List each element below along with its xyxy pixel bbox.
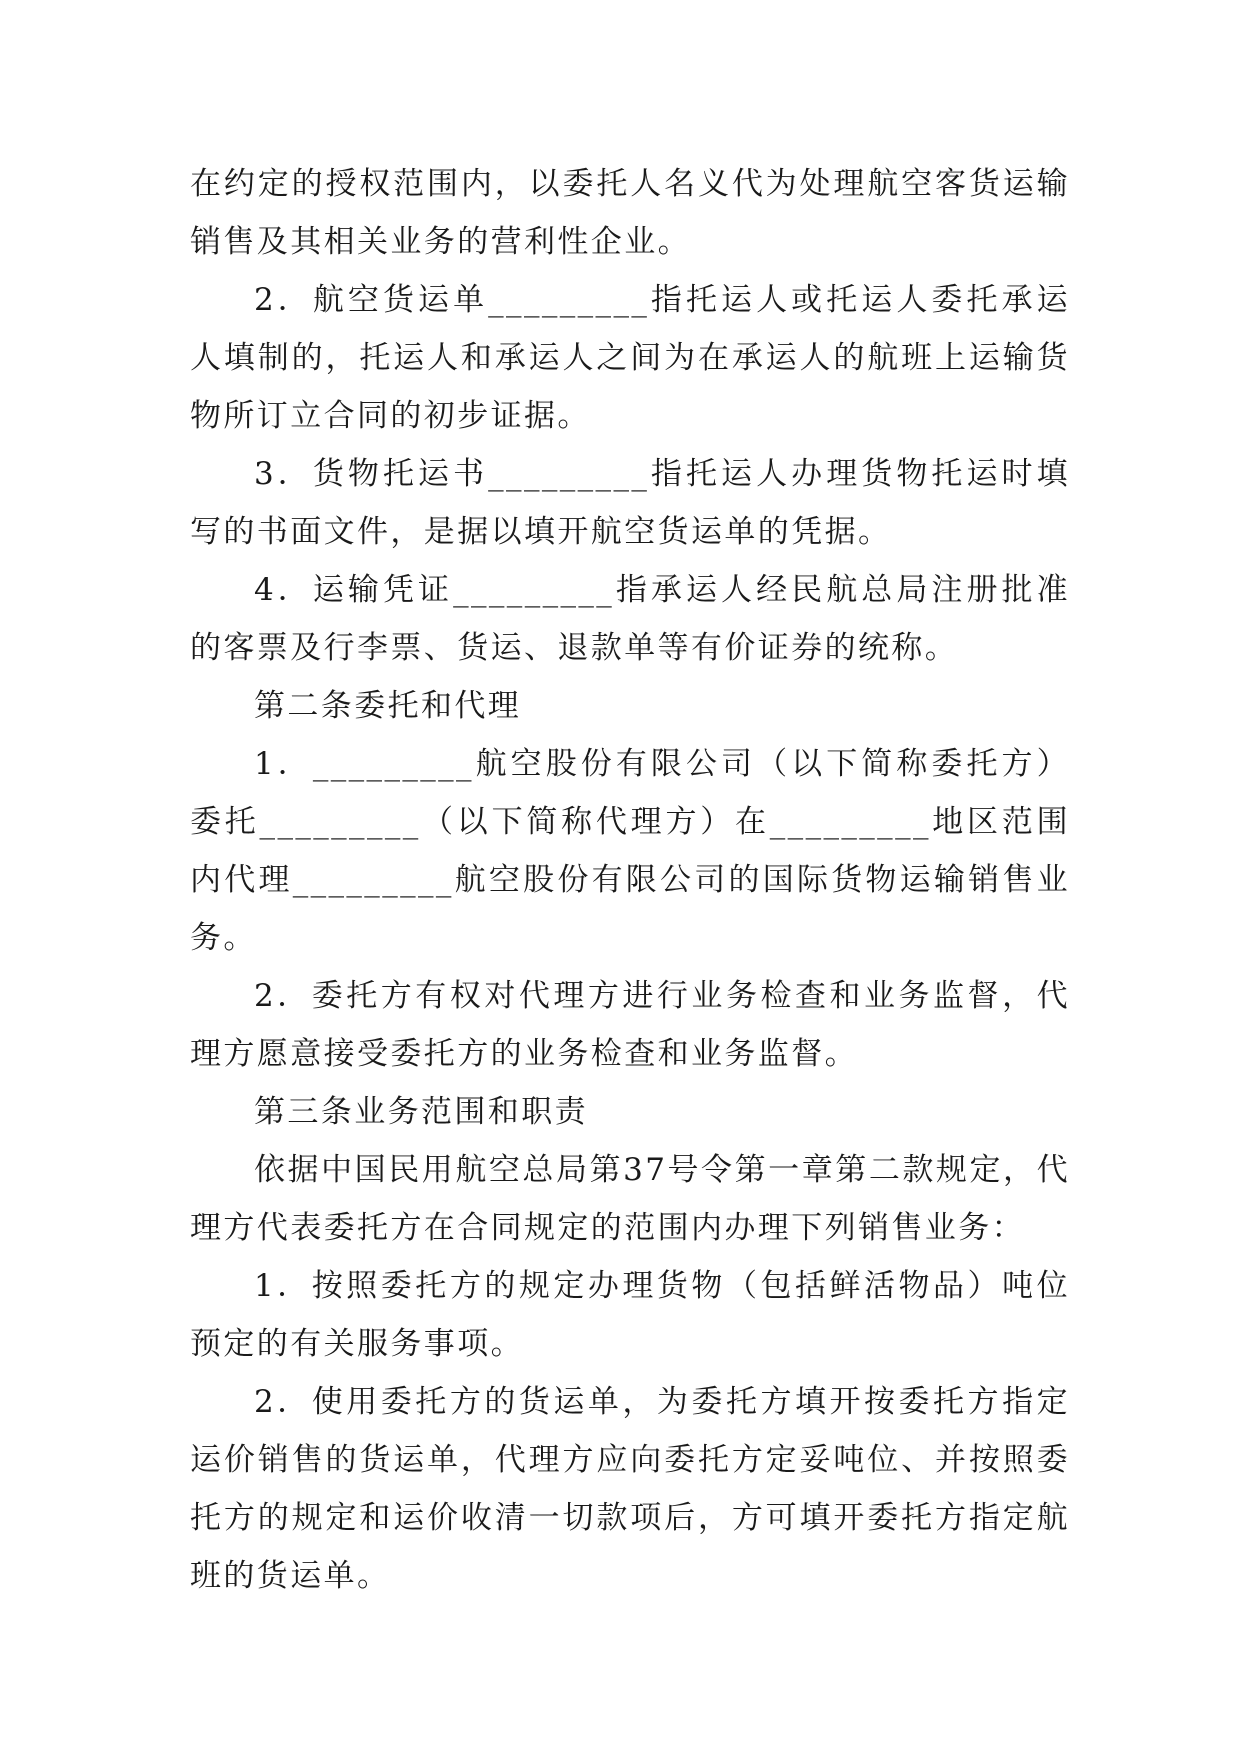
paragraph-3: 3．货物托运书_________指托运人办理货物托运时填写的书面文件，是据以填开航空货运单的凭据。 <box>190 456 1070 550</box>
paragraph-10: 1．按照委托方的规定办理货物（包括鲜活物品）吨位预定的有关服务事项。 <box>190 1268 1070 1362</box>
section-heading-article-2: 第二条委托和代理 <box>254 688 522 724</box>
paragraph-2: 2．航空货运单_________指托运人或托运人委托承运人填制的，托运人和承运人之间为在承运人的航班上运输货物所订立合同的初步证据。 <box>190 282 1070 434</box>
paragraph-11: 2．使用委托方的货运单，为委托方填开按委托方指定运价销售的货运单，代理方应向委托方定妥吨位、并按照委托方的规定和运价收清一切款项后，方可填开委托方指定航班的货运单。 <box>190 1384 1070 1594</box>
document-body <box>190 155 1070 1605</box>
paragraph-9: 依据中国民用航空总局第37号令第一章第二款规定，代理方代表委托方在合同规定的范围内办理下列销售业务： <box>190 1152 1070 1246</box>
paragraph-4: 4．运输凭证_________指承运人经民航总局注册批准的客票及行李票、货运、退款单等有价证券的统称。 <box>190 572 1070 666</box>
paragraph-7: 2．委托方有权对代理方进行业务检查和业务监督，代理方愿意接受委托方的业务检查和业务监督。 <box>190 978 1070 1072</box>
paragraph-1: 在约定的授权范围内，以委托人名义代为处理航空客货运输销售及其相关业务的营利性企业。 <box>190 166 1070 260</box>
section-heading-article-3: 第三条业务范围和职责 <box>254 1094 588 1130</box>
paragraph-6: 1．_________航空股份有限公司（以下简称委托方）委托_________（以下简称代理方）在_________地区范围内代理_________航空股份有限公司的国际货物运输销售业务。 <box>190 746 1070 956</box>
